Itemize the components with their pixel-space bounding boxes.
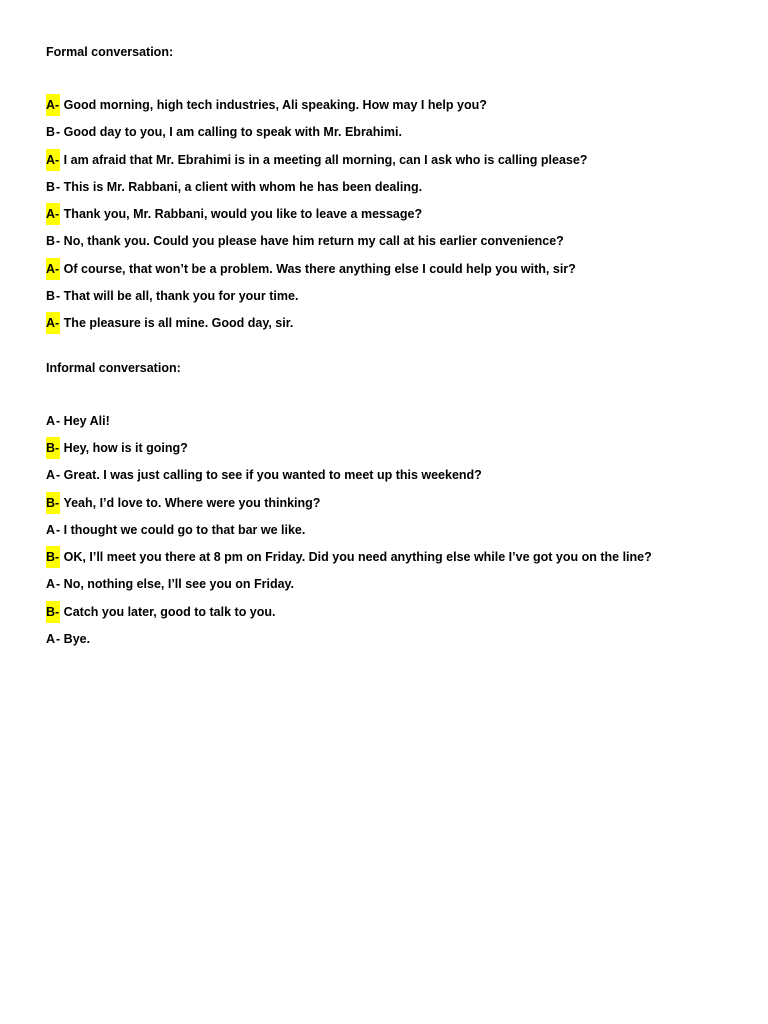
document-page: [46, 41, 746, 655]
speaker-label: B: [46, 289, 56, 304]
highlighted-speaker-label: [46, 94, 60, 116]
speaker-label: B: [46, 125, 56, 140]
spacer: [46, 379, 746, 410]
dialogue-line: [46, 437, 746, 464]
dialogue-line: [46, 94, 746, 121]
highlighted-speaker-label: [46, 312, 60, 334]
speaker-separator: -: [56, 234, 61, 249]
speaker-label: A: [46, 522, 56, 537]
dialogue-line: [46, 601, 746, 628]
dialogue-line: [46, 573, 746, 600]
dialogue-text: Great. I was just calling to see if you wanted to meet up this weekend?: [60, 468, 482, 483]
speaker-separator: -: [55, 207, 60, 222]
speaker-separator: -: [56, 179, 61, 194]
speaker-letter: A: [46, 152, 56, 167]
speaker-separator: -: [55, 98, 60, 112]
speaker-separator: -: [55, 550, 60, 565]
speaker-separator: -: [56, 577, 61, 592]
dialogue-text: I am afraid that Mr. Ebrahimi is in a meeting all morning, can I ask who is calling please?: [60, 152, 588, 167]
speaker-separator: -: [56, 468, 61, 483]
speaker-label: A: [46, 413, 56, 428]
dialogue-line: [46, 149, 746, 176]
speaker-label: B: [46, 179, 56, 194]
dialogue-text: The pleasure is all mine. Good day, sir.: [60, 316, 294, 331]
dialogue-text: That will be all, thank you for your time.: [60, 289, 299, 304]
dialogue-text: Hey, how is it going?: [60, 440, 188, 455]
speaker-letter: A: [46, 316, 56, 331]
dialogue-line: [46, 312, 746, 339]
speaker-separator: -: [55, 604, 60, 619]
dialogue-text: Catch you later, good to talk to you.: [60, 604, 276, 619]
spacer: [46, 340, 746, 357]
speaker-letter: A: [46, 98, 56, 112]
dialogue-text: Of course, that won’t be a problem. Was there anything else I could help you with, sir?: [60, 261, 576, 276]
dialogue-line: [46, 258, 746, 285]
dialogue-line: [46, 230, 746, 257]
highlighted-speaker-label: [46, 437, 60, 459]
dialogue-line: [46, 121, 746, 148]
dialogue-line: [46, 519, 746, 546]
dialogue-line: [46, 464, 746, 491]
speaker-separator: -: [55, 261, 60, 276]
dialogue-line: [46, 546, 746, 573]
speaker-label: A: [46, 632, 56, 647]
dialogue-text: I thought we could go to that bar we like.: [60, 522, 306, 537]
speaker-separator: -: [56, 289, 61, 304]
dialogue-text: Good day to you, I am calling to speak with Mr. Ebrahimi.: [60, 125, 402, 140]
speaker-letter: B: [46, 440, 56, 455]
informal-heading: Informal conversation:: [46, 360, 181, 375]
speaker-separator: -: [56, 632, 61, 647]
dialogue-line: [46, 410, 746, 437]
speaker-letter: B: [46, 550, 56, 565]
formal-heading: Formal conversation:: [46, 45, 174, 59]
dialogue-line: [46, 628, 746, 655]
speaker-letter: B: [46, 604, 56, 619]
speaker-letter: A: [46, 261, 56, 276]
speaker-separator: -: [55, 495, 60, 510]
speaker-label: B: [46, 234, 56, 249]
dialogue-text: No, thank you. Could you please have him return my call at his earlier convenience?: [60, 234, 564, 249]
dialogue-text: Yeah, I’d love to. Where were you thinking?: [60, 495, 321, 510]
highlighted-speaker-label: [46, 601, 60, 623]
informal-conversation: [46, 410, 746, 656]
speaker-separator: -: [56, 522, 61, 537]
formal-conversation: [46, 94, 746, 340]
speaker-separator: -: [55, 440, 60, 455]
dialogue-text: Good morning, high tech industries, Ali speaking. How may I help you?: [60, 98, 487, 112]
dialogue-text: OK, I’ll meet you there at 8 pm on Friday. Did you need anything else while I’ve got you on the line?: [60, 550, 652, 565]
speaker-letter: B: [46, 495, 56, 510]
speaker-label: A: [46, 577, 56, 592]
highlighted-speaker-label: [46, 258, 60, 280]
dialogue-text: No, nothing else, I’ll see you on Friday.: [60, 577, 295, 592]
speaker-separator: -: [56, 413, 61, 428]
highlighted-speaker-label: [46, 149, 60, 171]
spacer: [46, 63, 746, 94]
highlighted-speaker-label: [46, 492, 60, 514]
dialogue-text: Hey Ali!: [60, 413, 110, 428]
dialogue-line: [46, 492, 746, 519]
dialogue-text: This is Mr. Rabbani, a client with whom he has been dealing.: [60, 179, 423, 194]
dialogue-line: [46, 176, 746, 203]
highlighted-speaker-label: [46, 203, 60, 225]
speaker-letter: A: [46, 207, 56, 222]
speaker-separator: -: [55, 316, 60, 331]
dialogue-text: Bye.: [60, 632, 91, 647]
dialogue-text: Thank you, Mr. Rabbani, would you like to leave a message?: [60, 207, 423, 222]
speaker-separator: -: [56, 125, 61, 140]
dialogue-line: [46, 203, 746, 230]
speaker-label: A: [46, 468, 56, 483]
dialogue-line: [46, 285, 746, 312]
speaker-separator: -: [55, 152, 60, 167]
highlighted-speaker-label: [46, 546, 60, 568]
